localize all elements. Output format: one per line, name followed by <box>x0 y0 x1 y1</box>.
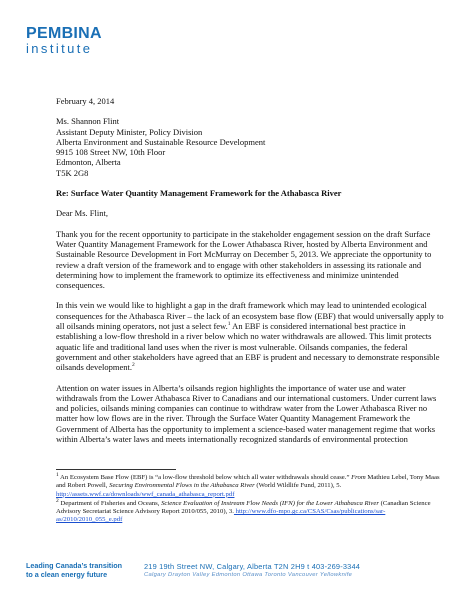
footnote-ref-2[interactable]: 2 <box>132 362 135 369</box>
recipient-line: 9915 108 Street NW, 10th Floor <box>56 147 166 158</box>
paragraph-2-part-a: In this vein we would like to highlight a gap in the draft framework which may lead to unintended ecological consequences for the Athabasca River – the lack of an ecosystem base flow (EBF) that would universally apply to all oilsands mining operators, not just a select few. <box>56 300 444 332</box>
footnote-2 <box>56 497 448 525</box>
paragraph-1: Thank you for the recent opportunity to participate in the stakeholder engagement session on the draft Surface Water Quantity Management Framework for the Lower Athabasca River, hosted by Alberta Environment and Sustainable Resource Development in Fort McMurray on December 5, 2013. We appreciate the opportunity to review a draft version of the framework and to engage with other stakeholders in assessing its rationale and determining how to implement the framework to optimize its effectiveness and minimize unintended consequences. <box>56 228 432 291</box>
footnote-1-number: 1 <box>56 471 59 478</box>
logo-line2: institute <box>26 41 93 56</box>
recipient-line: Ms. Shannon Flint <box>56 116 120 127</box>
footnote-2-number: 2 <box>56 497 59 504</box>
letter-body <box>56 96 444 444</box>
footnote-2-title: Science Evaluation of Instream Flow Needs (IFN) for the Lower Athabasca River <box>159 499 379 507</box>
footnote-1-publisher: (World Wildlife Fund, 2011), 5. <box>254 482 342 490</box>
footnote-1-title: Securing Environmental Flows in the Athabasca River <box>107 482 255 490</box>
footnote-divider <box>56 469 176 470</box>
recipient-line: Assistant Deputy Minister, Policy Division <box>56 126 203 137</box>
footer-cities: Calgary Drayton Valley Edmonton Ottawa Toronto Vancouver Yellowknife <box>144 572 353 578</box>
paragraph-2-part-b: An EBF is considered international best practice in establishing a low-flow threshold in a river below which no water withdrawals are allowed. This limit protects aquatic life and traditional land uses when the river is most vulnerable. Oilsands companies, the federal government and other stakeholders have agreed that an EBF is prudent and necessary to demonstrate responsible oilsands development. <box>56 321 440 373</box>
subject-line: Re: Surface Water Quantity Management Framework for the Athabasca River <box>56 188 342 199</box>
tagline-line2: to a clean energy future <box>26 569 108 579</box>
paragraph-2 <box>56 300 444 372</box>
footnote-2-link[interactable]: http://www.dfo-mpo.gc.ca/CSAS/Csas/publications/sar-as/2010/2010_055_e.pdf <box>56 508 386 524</box>
recipient-line: Alberta Environment and Sustainable Resource Development <box>56 136 266 147</box>
footnote-1-text: An Ecosystem Base Flow (EBF) is “a low-flow threshold below which all water withdrawals should cease.” <box>58 474 350 481</box>
letter-date: February 4, 2014 <box>56 96 115 106</box>
footnote-ref-1[interactable]: 1 <box>227 321 231 328</box>
paragraph-3: Attention on water issues in Alberta’s oilsands region highlights the importance of water use and water withdrawals from the Lower Athabasca River to Canadians and our international customers. Under current laws and policies, oilsands mining companies can continue to withdraw water from the Lower Athabasca River no matter how low flows are in the river. Through the Surface Water Quantity Management Framework the Government of Alberta has the opportunity to implement a science-based water management regime that works within Alberta’s water laws and meets internationally recognized standards of environmental protection <box>56 382 437 445</box>
logo-line1: PEMBINA <box>26 25 102 42</box>
footnote-1-from: From <box>349 474 366 481</box>
recipient-line: T5K 2G8 <box>56 167 89 178</box>
footer-tagline <box>26 562 136 579</box>
pembina-logo <box>26 26 106 55</box>
tagline-line1: Leading Canada’s transition <box>26 561 122 570</box>
footer-address: 219 19th Street NW, Calgary, Alberta T2N 2H9 t 403-269-3344 <box>144 562 361 571</box>
letterhead-footer <box>26 562 446 592</box>
footnote-2-publisher: (Canadian Science Advisory Secretariat Science Advisory Report 2010/055, 2010), 3. <box>56 499 431 516</box>
salutation: Dear Ms. Flint, <box>56 208 108 219</box>
footnote-1-authors: Mathieu Lebel, Tony Maas and Robert Powell, <box>56 474 440 490</box>
footnote-2-text: Department of Fisheries and Oceans, <box>58 499 160 507</box>
recipient-line: Edmonton, Alberta <box>56 157 121 168</box>
footnotes <box>56 471 448 526</box>
recipient-block <box>56 116 444 178</box>
footnote-1-link[interactable]: http://assets.wwf.ca/downloads/wwf_canada_athabasca_report.pdf <box>56 490 235 498</box>
footnote-1 <box>56 471 448 499</box>
